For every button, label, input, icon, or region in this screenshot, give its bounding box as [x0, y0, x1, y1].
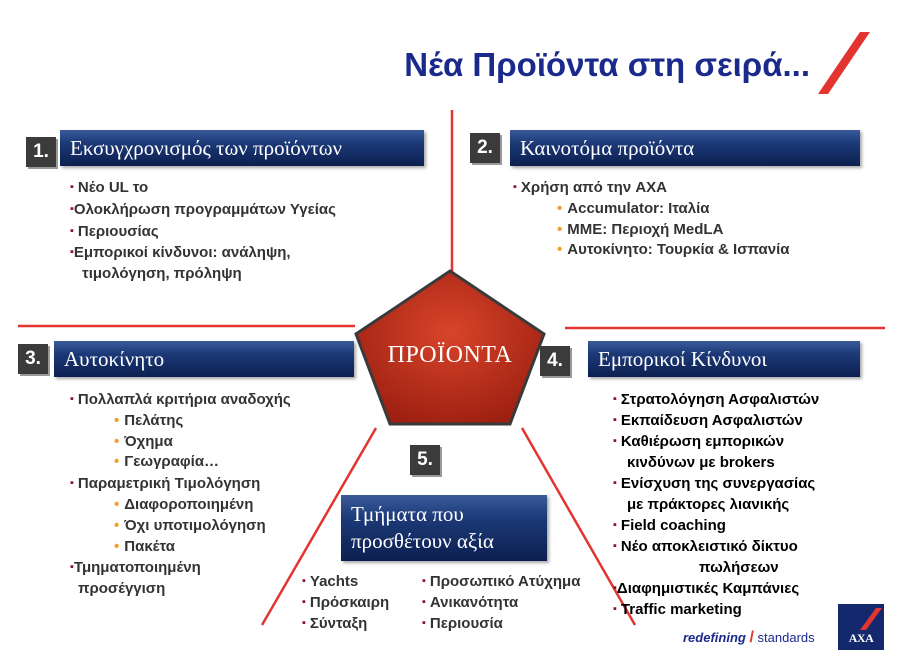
list-subitem: • Accumulator: Ιταλία [557, 199, 710, 217]
list-subitem: • Γεωγραφία… [114, 453, 220, 471]
list-subitem: • Διαφοροποιημένη [114, 495, 254, 513]
bullet-square-icon: ▪ [613, 603, 617, 615]
bullet-square-icon: ▪ [70, 224, 74, 237]
bullet-dot-icon: • [114, 516, 120, 534]
list-item: ▪ Yachts [302, 573, 359, 590]
bullet-square-icon: ▪ [422, 596, 426, 608]
bullet-square-icon: ▪ [613, 435, 617, 447]
list-item-continuation: κινδύνων με brokers [627, 454, 775, 471]
list-item: ▪ Πρόσκαιρη [302, 594, 390, 611]
list-item: ▪ Χρήση από την AXA [513, 179, 668, 196]
list-item: ▪ Νέο αποκλειστικό δίκτυο [613, 538, 798, 555]
list-item: ▪ Field coaching [613, 517, 726, 534]
section-4-list [613, 389, 819, 620]
list-item: ▪ Παραμετρική Τιμολόγηση [70, 475, 261, 493]
section-5-col1 [302, 571, 389, 634]
list-item: ▪ Πολλαπλά κριτήρια αναδοχής [70, 391, 291, 408]
bullet-square-icon: ▪ [70, 246, 74, 259]
bullet-dot-icon: • [557, 241, 563, 259]
list-subitem: • Πελάτης [114, 411, 184, 429]
list-item: ▪ Εκπαίδευση Ασφαλιστών [613, 412, 803, 429]
list-item: ▪ Σύνταξη [302, 615, 368, 632]
bullet-square-icon: ▪ [302, 575, 306, 587]
section-5-col2 [422, 571, 580, 634]
bullet-square-icon: ▪ [613, 477, 617, 489]
bullet-dot-icon: • [557, 220, 563, 238]
section-5-header-line2: προσθέτουν αξία [351, 529, 494, 553]
footer-slash: / [749, 629, 754, 646]
list-item: ▪ Στρατολόγηση Ασφαλιστών [613, 391, 820, 408]
section-5-header [341, 495, 547, 561]
bullet-square-icon: ▪ [422, 617, 426, 629]
bullet-dot-icon: • [557, 199, 563, 217]
list-subitem: • Πακέτα [114, 537, 175, 555]
section-5-header-line1: Τμήματα που [351, 502, 464, 526]
list-item: ▪ Ενίσχυση της συνεργασίας [613, 475, 816, 492]
list-item: ▪ Περιουσίας [70, 222, 159, 240]
list-subitem: • Αυτοκίνητο: Τουρκία & Ισπανία [557, 241, 790, 259]
bullet-dot-icon: • [114, 537, 120, 555]
list-item: ▪Διαφημιστικές Καμπάνιες [613, 580, 800, 597]
center-label: ΠΡΟΪΟΝΤΑ [387, 342, 513, 368]
bullet-square-icon: ▪ [70, 561, 74, 574]
list-subitem: • Όχημα [114, 432, 173, 450]
bullet-square-icon: ▪ [613, 393, 617, 405]
section-1-header: Εκσυγχρονισμός των προϊόντων [60, 130, 424, 166]
section-2-header: Καινοτόμα προϊόντα [510, 130, 860, 166]
bullet-square-icon: ▪ [302, 596, 306, 608]
bullet-square-icon: ▪ [613, 414, 617, 426]
list-subitem: • MME: Περιοχή MedLA [557, 220, 724, 238]
list-item: ▪ Περιουσία [422, 615, 503, 632]
list-item-continuation: με πράκτορες λιανικής [627, 496, 790, 513]
bullet-square-icon: ▪ [302, 617, 306, 629]
list-item: ▪Ολοκλήρωση προγραμμάτων Υγείας [70, 200, 336, 218]
axa-logo [838, 604, 884, 650]
bullet-dot-icon: • [114, 411, 120, 429]
bullet-square-icon: ▪ [70, 202, 74, 215]
section-2-list [513, 177, 790, 261]
bullet-dot-icon: • [114, 432, 120, 450]
bullet-dot-icon: • [114, 495, 120, 513]
bullet-square-icon: ▪ [422, 575, 426, 587]
bullet-dot-icon: • [114, 453, 120, 471]
axa-logo-text: AXA [848, 631, 874, 645]
footer-standards: standards [757, 630, 815, 645]
footer-tagline [683, 629, 815, 647]
list-item: ▪ Νέο UL το [70, 179, 149, 196]
list-item: ▪ Καθιέρωση εμπορικών [613, 433, 785, 450]
bullet-square-icon: ▪ [613, 540, 617, 552]
bullet-square-icon: ▪ [613, 582, 617, 594]
list-item-continuation: πωλήσεων [699, 559, 779, 576]
bullet-square-icon: ▪ [513, 181, 517, 193]
list-item-continuation: προσέγγιση [78, 580, 166, 598]
list-item: ▪ Ανικανότητα [422, 594, 519, 611]
list-subitem: • Όχι υποτιμολόγηση [114, 516, 266, 534]
list-item: ▪Τμηματοποιημένη [70, 559, 201, 577]
section-3-list [70, 389, 291, 600]
section-5-number: 5. [410, 445, 440, 475]
section-4-number: 4. [540, 346, 570, 376]
bullet-square-icon: ▪ [70, 393, 74, 405]
list-item: ▪ Προσωπικό Ατύχημα [422, 573, 581, 590]
list-item: ▪ Traffic marketing [613, 601, 742, 618]
section-1-list [70, 177, 336, 285]
footer-redefining: redefining [683, 630, 746, 645]
bullet-square-icon: ▪ [70, 181, 74, 193]
section-3-header: Αυτοκίνητο [54, 341, 354, 377]
list-item: ▪Εμπορικοί κίνδυνοι: ανάληψη, [70, 244, 291, 262]
section-1-number: 1. [26, 137, 56, 167]
section-3-number: 3. [18, 344, 48, 374]
bullet-square-icon: ▪ [613, 519, 617, 531]
bullet-square-icon: ▪ [70, 477, 74, 490]
section-4-header: Εμπορικοί Κίνδυνοι [588, 341, 860, 377]
page-title: Νέα Προϊόντα στη σειρά... [404, 46, 810, 83]
list-item-continuation: τιμολόγηση, πρόληψη [82, 265, 242, 283]
section-2-number: 2. [470, 133, 500, 163]
